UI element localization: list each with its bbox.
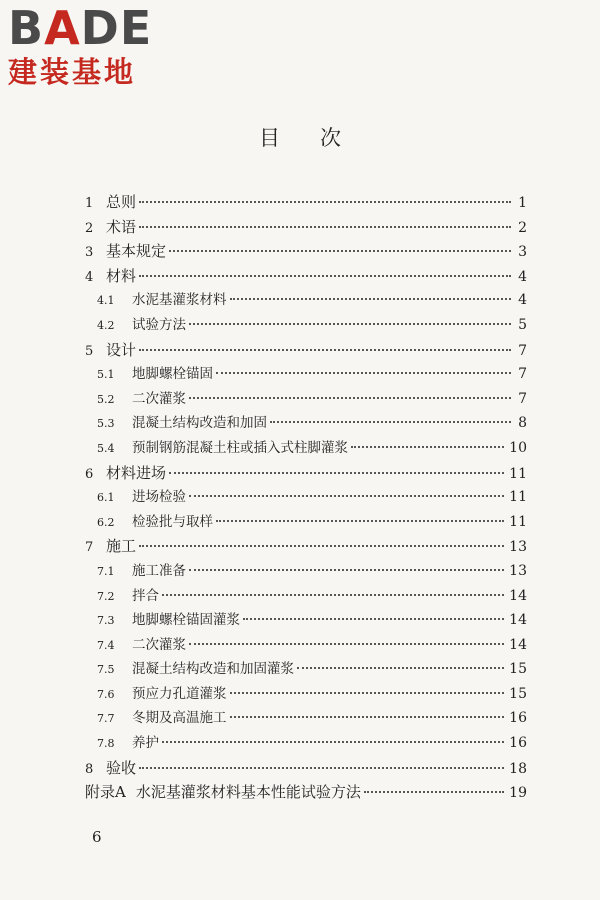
- toc-entry[interactable]: [85, 534, 527, 559]
- toc-entry[interactable]: [85, 608, 527, 633]
- toc-entry-leader: [169, 472, 504, 474]
- toc-entry-leader: [189, 397, 511, 399]
- toc-entry-leader: [216, 372, 511, 374]
- toc-entry-number: 5.1: [97, 368, 115, 382]
- toc-entry-leader: [216, 520, 504, 522]
- toc-entry-number: 2: [85, 220, 94, 236]
- toc-entry-page: 15: [509, 661, 527, 678]
- toc-entry-page: 19: [509, 785, 527, 802]
- toc-entry-leader: [189, 569, 504, 571]
- toc-entry-number: 7.7: [97, 712, 115, 726]
- toc-entry-number: 7.1: [97, 564, 115, 578]
- toc-entry-page: 7: [518, 390, 527, 407]
- logo-mark: [8, 1, 178, 55]
- toc-entry[interactable]: [85, 633, 527, 658]
- toc-entry-page: 5: [518, 316, 527, 333]
- logo-mark-accent: A: [44, 1, 81, 55]
- toc-entry-number: 7: [85, 540, 94, 556]
- toc-entry-page: 7: [518, 366, 527, 383]
- toc-entry-page: 4: [518, 268, 527, 285]
- toc-entry-title: 预应力孔道灌浆: [132, 685, 227, 702]
- toc-entry-title: 验收: [106, 758, 137, 777]
- toc-entry[interactable]: [85, 387, 527, 412]
- toc-entry-number: 4.2: [97, 318, 115, 332]
- toc-entry-number: 7.3: [97, 614, 115, 628]
- toc-entry-title: 总则: [106, 193, 137, 211]
- toc-entry[interactable]: [85, 682, 527, 707]
- toc-entry[interactable]: [85, 313, 527, 338]
- toc-entry-leader: [139, 201, 511, 203]
- toc-entry-leader: [351, 446, 504, 448]
- logo-subtitle: 建装基地: [8, 55, 137, 89]
- toc-entry[interactable]: [85, 264, 527, 289]
- toc-entry-leader: [230, 716, 505, 718]
- toc-entry-page: 13: [509, 562, 527, 579]
- toc-entry-page: 13: [509, 539, 527, 556]
- toc-entry-page: 18: [509, 760, 527, 777]
- toc-entry-title: 材料: [106, 266, 137, 285]
- toc-entry-leader: [243, 618, 504, 620]
- toc-entry[interactable]: [85, 190, 527, 215]
- toc-entry-title: 养护: [132, 735, 159, 752]
- toc-entry-title: 进场检验: [132, 489, 186, 506]
- toc-entry[interactable]: [85, 215, 527, 240]
- toc-entry-title: 设计: [106, 340, 137, 359]
- toc-entry-page: 7: [518, 342, 527, 359]
- toc-entry-leader: [162, 594, 504, 596]
- toc-entry[interactable]: [85, 485, 527, 510]
- toc-entry-title: 冬期及高温施工: [132, 710, 227, 727]
- toc-entry-number: 3: [85, 245, 94, 261]
- toc-entry[interactable]: [85, 362, 527, 387]
- toc-entry[interactable]: [85, 731, 527, 756]
- toc-entry-title: 预制钢筋混凝土柱或插入式柱脚灌浆: [132, 439, 348, 456]
- toc-entry-leader: [139, 226, 511, 228]
- toc-entry-leader: [270, 421, 511, 423]
- toc-entry-title: 施工: [106, 537, 137, 556]
- toc-entry-title: 水泥基灌浆材料基本性能试验方法: [135, 783, 361, 802]
- toc-entry-number: 7.8: [97, 737, 115, 751]
- toc-entry-number: 附录A: [85, 783, 126, 802]
- toc-entry-leader: [139, 275, 511, 277]
- toc-entry-leader: [139, 767, 504, 769]
- toc-entry-page: 2: [518, 219, 527, 236]
- toc-entry-title: 水泥基灌浆材料: [132, 292, 227, 309]
- toc-entry[interactable]: [85, 559, 527, 584]
- toc-entry[interactable]: [85, 510, 527, 535]
- toc-entry-number: 5.4: [97, 441, 115, 455]
- toc-entry-leader: [162, 741, 504, 743]
- toc-entry-leader: [230, 692, 505, 694]
- toc-entry[interactable]: [85, 411, 527, 436]
- toc-entry-title: 施工准备: [132, 562, 186, 579]
- toc-entry-number: 7.4: [97, 638, 115, 652]
- toc-entry[interactable]: [85, 436, 527, 461]
- toc-entry-title: 地脚螺栓锚固: [132, 366, 213, 383]
- toc-entry-title: 混凝土结构改造和加固: [132, 415, 267, 432]
- toc-entry[interactable]: [85, 288, 527, 313]
- toc-title: 目次: [259, 126, 381, 150]
- toc-entry-number: 1: [85, 196, 94, 211]
- toc-entry-leader: [139, 349, 511, 351]
- toc-entry-page: 14: [509, 636, 527, 653]
- toc-entry-number: 4.1: [97, 294, 115, 308]
- toc-entry-number: 7.5: [97, 663, 115, 677]
- toc-entry-leader: [230, 298, 512, 300]
- toc-entry-page: 14: [509, 587, 527, 604]
- toc-entry[interactable]: [85, 338, 527, 363]
- toc-entry-title: 混凝土结构改造和加固灌浆: [132, 661, 294, 678]
- toc-entry-title: 二次灌浆: [132, 636, 186, 653]
- toc-entry-number: 7.6: [97, 687, 115, 701]
- toc-entry-number: 5.2: [97, 392, 115, 406]
- logo-mark-right: DE: [80, 1, 153, 55]
- toc-entry-page: 4: [518, 292, 527, 309]
- toc-entry-title: 材料进场: [106, 463, 167, 482]
- toc-entry-title: 基本规定: [106, 242, 167, 261]
- toc-entry-number: 6.1: [97, 491, 115, 505]
- toc-entry-leader: [139, 545, 504, 547]
- toc-entry[interactable]: [85, 461, 527, 486]
- toc-entry-number: 6.2: [97, 515, 115, 529]
- toc-entry[interactable]: [85, 756, 527, 781]
- toc-entry-page: 11: [509, 489, 527, 506]
- toc-entry-page: 16: [509, 735, 527, 752]
- toc-entry-page: 11: [509, 465, 527, 482]
- toc-entry-number: 5.3: [97, 417, 115, 431]
- toc-entry-number: 8: [85, 761, 94, 777]
- toc-entry-title: 拌合: [132, 587, 159, 604]
- toc-entry-number: 7.2: [97, 589, 115, 603]
- toc-entry-title: 试验方法: [132, 316, 186, 333]
- table-of-contents: [85, 190, 527, 805]
- toc-entry-leader: [169, 250, 511, 252]
- toc-entry-page: 10: [509, 439, 527, 456]
- toc-entry[interactable]: [85, 657, 527, 682]
- toc-entry-title: 术语: [106, 217, 137, 236]
- toc-entry-title: 检验批与取样: [132, 513, 213, 530]
- toc-entry[interactable]: [85, 584, 527, 609]
- toc-entry-leader: [189, 495, 504, 497]
- toc-entry-page: 15: [509, 685, 527, 702]
- toc-entry-number: 5: [85, 343, 94, 359]
- toc-entry[interactable]: [85, 780, 527, 805]
- toc-entry-page: 16: [509, 710, 527, 727]
- toc-entry-number: 4: [85, 269, 94, 285]
- toc-entry-page: 1: [518, 195, 527, 211]
- toc-entry-leader: [297, 667, 504, 669]
- toc-entry-page: 3: [518, 244, 527, 261]
- toc-entry-number: 6: [85, 466, 94, 482]
- logo-mark-left: B: [8, 1, 45, 55]
- bade-logo: [8, 1, 178, 89]
- toc-entry-leader: [364, 791, 504, 793]
- toc-entry-leader: [189, 643, 504, 645]
- toc-entry-page: 14: [509, 612, 527, 629]
- toc-entry-title: 地脚螺栓锚固灌浆: [132, 612, 240, 629]
- page-number: 6: [92, 828, 102, 846]
- toc-entry-page: 11: [509, 513, 527, 530]
- toc-entry[interactable]: [85, 239, 527, 264]
- toc-entry-title: 二次灌浆: [132, 390, 186, 407]
- toc-entry-leader: [189, 323, 511, 325]
- toc-entry[interactable]: [85, 706, 527, 731]
- toc-entry-page: 8: [518, 415, 527, 432]
